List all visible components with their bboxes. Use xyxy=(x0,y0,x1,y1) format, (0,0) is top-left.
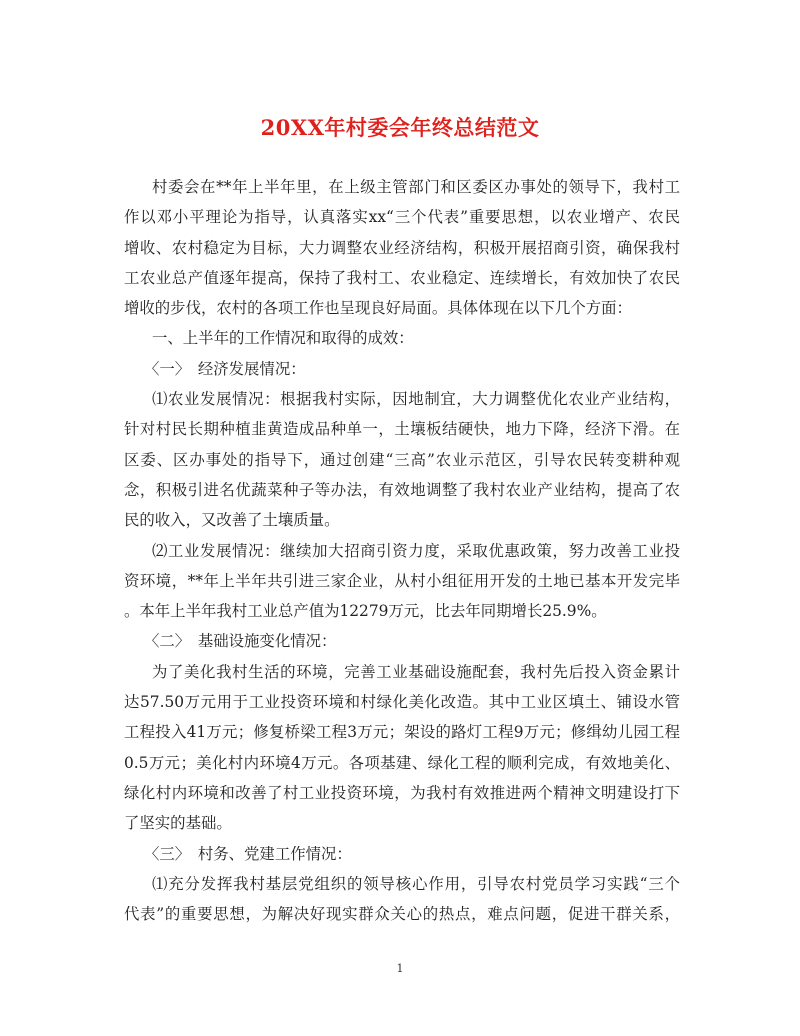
text-line: 为了美化我村生活的环境，完善工业基础设施配套，我村先后投入资金累计 xyxy=(152,662,680,681)
text-line: 0.5万元；美化村内环境4万元。各项基建、绿化工程的顺利完成，有效地美化、 xyxy=(124,753,680,772)
text-line: 区委、区办事处的指导下，通过创建“三高”农业示范区，引导农民转变耕种观 xyxy=(124,450,680,469)
text-line: 作以邓小平理论为指导，认真落实xx“三个代表”重要思想，以农业增产、农民 xyxy=(124,208,680,227)
document-body xyxy=(124,172,680,929)
text-line: 工程投入41万元；修复桥梁工程3万元；架设的路灯工程9万元；修缉幼儿园工程 xyxy=(124,723,680,742)
text-line: ⑴农业发展情况：根据我村实际，因地制宜，大力调整优化农业产业结构， xyxy=(152,390,680,409)
text-line: 〈一〉 经济发展情况： xyxy=(144,359,306,378)
text-line: 达57.50万元用于工业投资环境和村绿化美化改造。其中工业区填土、铺设水管 xyxy=(124,693,680,712)
text-line: 念，积极引进名优蔬菜种子等办法，有效地调整了我村农业产业结构，提高了农 xyxy=(124,480,680,499)
text-line: 代表”的重要思想，为解决好现实群众关心的热点，难点问题，促进干群关系， xyxy=(124,905,680,924)
text-line: 增收的步伐，农村的各项工作也呈现良好局面。具体体现在以下几个方面： xyxy=(124,299,632,318)
text-line: ⑴充分发挥我村基层党组织的领导核心作用，引导农村党员学习实践“三个 xyxy=(152,874,680,893)
text-line: 资环境，**年上半年共引进三家企业，从村小组征用开发的土地已基本开发完毕 xyxy=(124,571,680,590)
text-line: 。本年上半年我村工业总产值为12279万元，比去年同期增长25.9%。 xyxy=(124,602,607,621)
text-line: 村委会在**年上半年里，在上级主管部门和区委区办事处的领导下，我村工 xyxy=(152,178,680,196)
text-line: 了坚实的基础。 xyxy=(124,814,232,833)
document-title: 20XX年村委会年终总结范文 xyxy=(260,115,540,140)
text-line: 〈三〉 村务、党建工作情况： xyxy=(144,844,352,863)
page-number: 1 xyxy=(396,962,404,975)
text-line: ⑵工业发展情况：继续加大招商引资力度，采取优惠政策，努力改善工业投 xyxy=(152,541,680,560)
text-line: 绿化村内环境和改善了村工业投资环境，为我村有效推进两个精神文明建设打下 xyxy=(124,783,680,802)
text-line: 增收、农村稳定为目标，大力调整农业经济结构，积极开展招商引资，确保我村 xyxy=(124,238,680,257)
text-line: 针对村民长期种植韭黄造成品种单一，土壤板结硬快，地力下降，经济下滑。在 xyxy=(124,420,680,439)
text-line: 一、上半年的工作情况和取得的成效： xyxy=(152,329,414,348)
text-line: 〈二〉 基础设施变化情况： xyxy=(144,632,337,651)
text-line: 工农业总产值逐年提高，保持了我村工、农业稳定、连续增长，有效加快了农民 xyxy=(124,268,680,287)
text-line: 民的收入，又改善了土壤质量。 xyxy=(124,511,340,530)
